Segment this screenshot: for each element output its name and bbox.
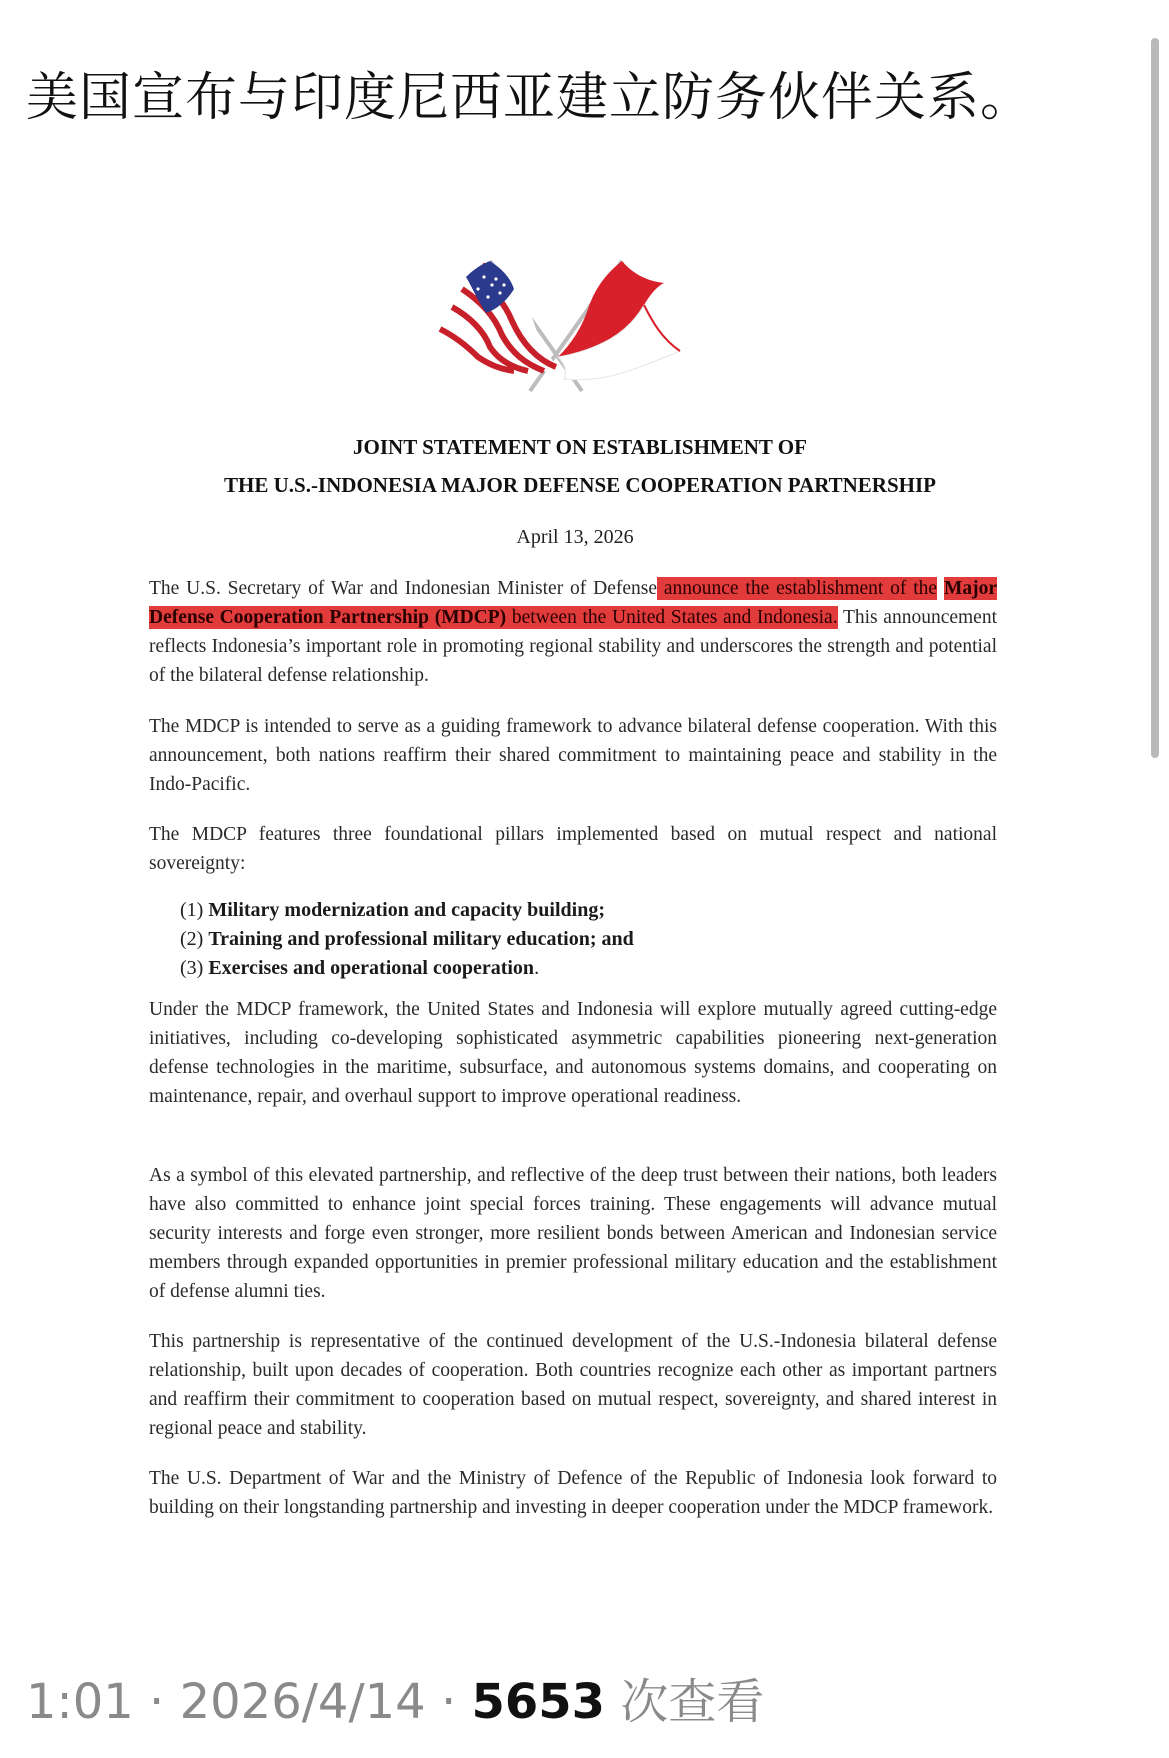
- view-count: 5653: [471, 1674, 606, 1730]
- pillar-item: [180, 896, 960, 925]
- pillar-text: Exercises and operational cooperation: [208, 957, 535, 979]
- pillar-tail: .: [534, 957, 540, 979]
- pillar-number: (1): [180, 899, 209, 921]
- document-title-line-1: JOINT STATEMENT ON ESTABLISHMENT OF: [353, 435, 807, 459]
- pillars-list: [180, 896, 960, 983]
- us-flag-icon: [432, 261, 560, 371]
- pillar-text: Military modernization and capacity building;: [208, 899, 606, 921]
- paragraph-closing: The U.S. Department of War and the Ministry of Defence of the Republic of Indonesia look forward to building on their longstanding partnership and investing in deeper cooperation under the MDCP framework.: [149, 1468, 997, 1518]
- highlighted-text: announce the establishment of the: [657, 578, 938, 599]
- highlighted-mdcp-name: Major Defense Cooperation Partnership (MDCP): [149, 578, 998, 628]
- pillar-item: [180, 954, 960, 983]
- crossed-flags-icon: [432, 255, 682, 397]
- post-meta: [26, 1672, 764, 1732]
- post-date: 2026/4/14: [179, 1674, 426, 1730]
- paragraph-announcement: [149, 574, 997, 690]
- pillar-number: (3): [180, 957, 209, 979]
- meta-separator: ·: [133, 1674, 180, 1730]
- document-title-line-2: THE U.S.-INDONESIA MAJOR DEFENSE COOPERATION PARTNERSHIP: [224, 473, 936, 497]
- meta-separator: ·: [425, 1674, 472, 1730]
- paragraph-initiatives: Under the MDCP framework, the United States and Indonesia will explore mutually agreed cutting-edge initiatives, including co-developing sophisticated asymmetric capabilities pioneering next-generation defense technologies in the maritime, subsurface, and autonomous systems domains, and cooperating on maintenance, repair, and overhaul support to improve operational readiness.: [149, 999, 997, 1107]
- paragraph-special-forces: As a symbol of this elevated partnership, and reflective of the deep trust between their nations, both leaders have also committed to enhance joint special forces training. These engagements will advance mutual security interests and forge even stronger, more resilient bonds between American and Indonesian service members through expanded opportunities in premier professional military education and the establishment of defense alumni ties.: [149, 1165, 997, 1302]
- paragraph-framework: The MDCP is intended to serve as a guiding framework to advance bilateral defense cooperation. With this announcement, both nations reaffirm their shared commitment to maintaining peace and stability in the Indo-Pacific.: [149, 716, 997, 795]
- post-time: 1:01: [26, 1674, 134, 1730]
- paragraph-1-lead: The U.S. Secretary of War and Indonesian Minister of Defense: [149, 578, 658, 599]
- paragraph-1-tail: This announcement reflects Indonesia’s important role in promoting regional stability and underscores the strength and potential of the bilateral defense relationship.: [149, 607, 997, 686]
- pillar-item: [180, 925, 960, 954]
- view-count-label: 次查看: [605, 1674, 765, 1730]
- document-date: April 13, 2026: [516, 526, 634, 548]
- paragraph-partnership: This partnership is representative of the continued development of the U.S.-Indonesia bilateral defense relationship, built upon decades of cooperation. Both countries recognize each other as important partners and reaffirm their commitment to cooperation based on mutual respect, sovereignty, and shared interest in regional peace and stability.: [149, 1331, 997, 1439]
- indonesia-flag-icon: [558, 261, 680, 380]
- pillar-number: (2): [180, 928, 209, 950]
- highlighted-text-continued: between the United States and Indonesia.: [506, 607, 838, 628]
- post-title: 美国宣布与印度尼西亚建立防务伙伴关系。: [26, 68, 1034, 128]
- pillar-text: Training and professional military education; and: [208, 928, 634, 950]
- paragraph-pillars-intro: The MDCP features three foundational pillars implemented based on mutual respect and national sovereignty:: [149, 824, 997, 874]
